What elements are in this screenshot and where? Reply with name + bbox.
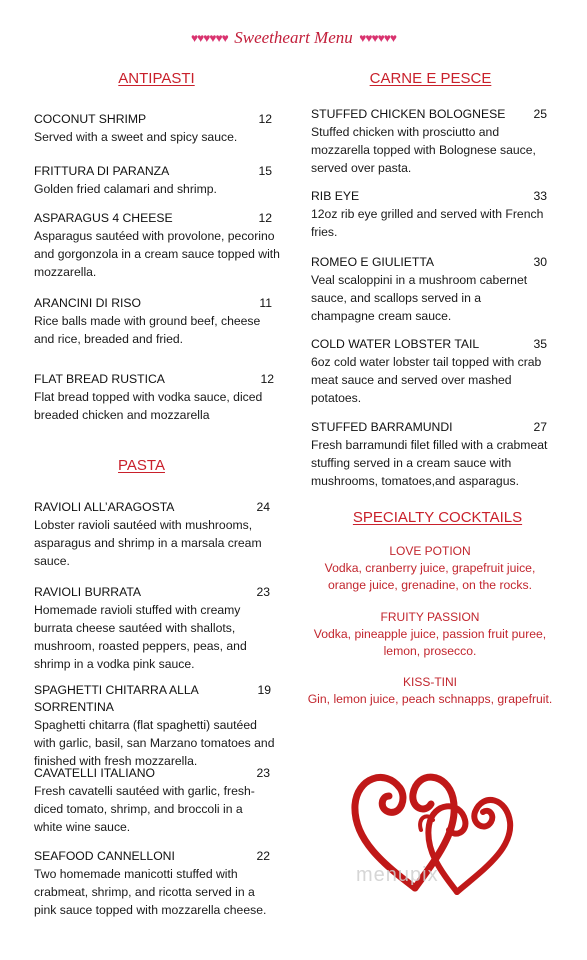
cocktails-title: SPECIALTY COCKTAILS — [352, 509, 523, 526]
menupix-watermark: menupix — [356, 864, 439, 886]
menu-item — [311, 188, 547, 241]
item-desc: Veal scaloppini in a mushroom cabernet sauce, and scallops served in a champagne cream sauce. — [311, 273, 528, 323]
item-name: RAVIOLI ALL’ARAGOSTA — [34, 500, 175, 514]
item-name: STUFFED BARRAMUNDI — [311, 420, 453, 434]
cocktail-desc: Vodka, pineapple juice, passion fruit puree, lemon, prosecco. — [313, 627, 547, 658]
item-desc: Golden fried calamari and shrimp. — [34, 182, 217, 196]
item-name: ROMEO E GIULIETTA — [311, 255, 435, 269]
menu-item — [34, 111, 272, 146]
item-desc: Asparagus sautéed with provolone, pecorino and gorgonzola in a cream sauce topped with mozzarella. — [34, 229, 280, 279]
item-price: 11 — [259, 296, 272, 310]
item-desc: Served with a sweet and spicy sauce. — [34, 130, 238, 144]
cocktail-item — [305, 674, 555, 708]
menu-item — [34, 682, 280, 770]
carne-title: CARNE E PESCE — [369, 70, 492, 87]
item-desc: 12oz rib eye grilled and served with French fries. — [311, 207, 544, 239]
item-desc: Homemade ravioli stuffed with creamy burrata cheese sautéed with shallots, mushroom, roasted peppers, peas, and shrimp in a vodka pink sauce. — [34, 603, 247, 671]
menu-item — [311, 419, 555, 490]
cocktail-desc: Vodka, cranberry juice, grapefruit juice, orange juice, grenadine, on the rocks. — [324, 561, 536, 592]
item-name: RAVIOLI BURRATA — [34, 585, 141, 599]
menu-item — [34, 765, 270, 836]
item-price: 15 — [258, 164, 272, 178]
menu-item — [311, 106, 547, 177]
cocktail-item — [305, 609, 555, 660]
menu-header — [0, 28, 587, 58]
menu-item — [311, 254, 547, 325]
menu-item — [34, 163, 272, 198]
item-name: COCONUT SHRIMP — [34, 112, 147, 126]
cocktail-name: KISS-TINI — [402, 675, 457, 689]
item-desc: Two homemade manicotti stuffed with crabmeat, shrimp, and ricotta served in a pink sauce topped with mozzarella cheese. — [34, 867, 267, 917]
menu-item — [34, 584, 270, 673]
menu-item — [34, 210, 282, 281]
item-name: ARANCINI DI RISO — [34, 296, 141, 310]
item-name: FLAT BREAD RUSTICA — [34, 372, 165, 386]
item-name: FRITTURA DI PARANZA — [34, 164, 170, 178]
item-desc: Rice balls made with ground beef, cheese and rice, breaded and fried. — [34, 314, 261, 346]
item-price: 19 — [257, 683, 271, 697]
menu-item — [34, 371, 274, 424]
item-price: 27 — [533, 420, 547, 434]
item-desc: Fresh barramundi filet filled with a crabmeat stuffing served in a cream sauce with mushrooms, tomatoes,and asparagus. — [311, 438, 548, 488]
menu-title: Sweetheart Menu — [234, 28, 353, 47]
menu-item — [34, 499, 270, 570]
cocktail-desc: Gin, lemon juice, peach schnapps, grapefruit. — [307, 692, 553, 706]
item-name: SPAGHETTI CHITARRA ALLA SORRENTINA — [34, 683, 199, 714]
item-price: 12 — [258, 211, 272, 225]
item-price: 23 — [256, 585, 270, 599]
menu-item — [311, 336, 547, 407]
item-price: 35 — [533, 337, 547, 351]
item-price: 23 — [256, 766, 270, 780]
item-price: 30 — [533, 255, 547, 269]
cocktail-name: LOVE POTION — [389, 544, 471, 558]
item-name: STUFFED CHICKEN BOLOGNESE — [311, 107, 506, 121]
cocktail-name: FRUITY PASSION — [380, 610, 480, 624]
item-desc: 6oz cold water lobster tail topped with crab meat sauce and served over mashed potatoes. — [311, 355, 542, 405]
hearts-left-icon: ♥♥♥♥♥♥ — [191, 31, 228, 45]
item-price: 25 — [533, 107, 547, 121]
item-desc: Fresh cavatelli sautéed with garlic, fresh-diced tomato, shrimp, and broccoli in a white wine sauce. — [34, 784, 255, 834]
antipasti-title: ANTIPASTI — [118, 70, 195, 87]
item-name: ASPARAGUS 4 CHEESE — [34, 211, 173, 225]
item-desc: Flat bread topped with vodka sauce, diced breaded chicken and mozzarella — [34, 390, 263, 422]
item-name: COLD WATER LOBSTER TAIL — [311, 337, 480, 351]
menu-item — [34, 295, 272, 348]
item-name: CAVATELLI ITALIANO — [34, 766, 156, 780]
pasta-title: PASTA — [118, 457, 165, 474]
hearts-right-icon: ♥♥♥♥♥♥ — [359, 31, 396, 45]
item-price: 12 — [258, 112, 272, 126]
item-price: 22 — [256, 849, 270, 863]
item-desc: Spaghetti chitarra (flat spaghetti) sautéed with garlic, basil, san Marzano tomatoes and finished with fresh mozzarella. — [34, 718, 275, 768]
menu-item — [34, 848, 270, 919]
item-desc: Lobster ravioli sautéed with mushrooms, asparagus and shrimp in a marsala cream sauce. — [34, 518, 262, 568]
item-name: RIB EYE — [311, 189, 360, 203]
item-desc: Stuffed chicken with prosciutto and mozzarella topped with Bolognese sauce, served over pasta. — [311, 125, 536, 175]
item-name: SEAFOOD CANNELLONI — [34, 849, 175, 863]
item-price: 24 — [256, 500, 270, 514]
item-price: 33 — [533, 189, 547, 203]
item-price: 12 — [260, 372, 274, 386]
cocktail-item — [305, 543, 555, 594]
